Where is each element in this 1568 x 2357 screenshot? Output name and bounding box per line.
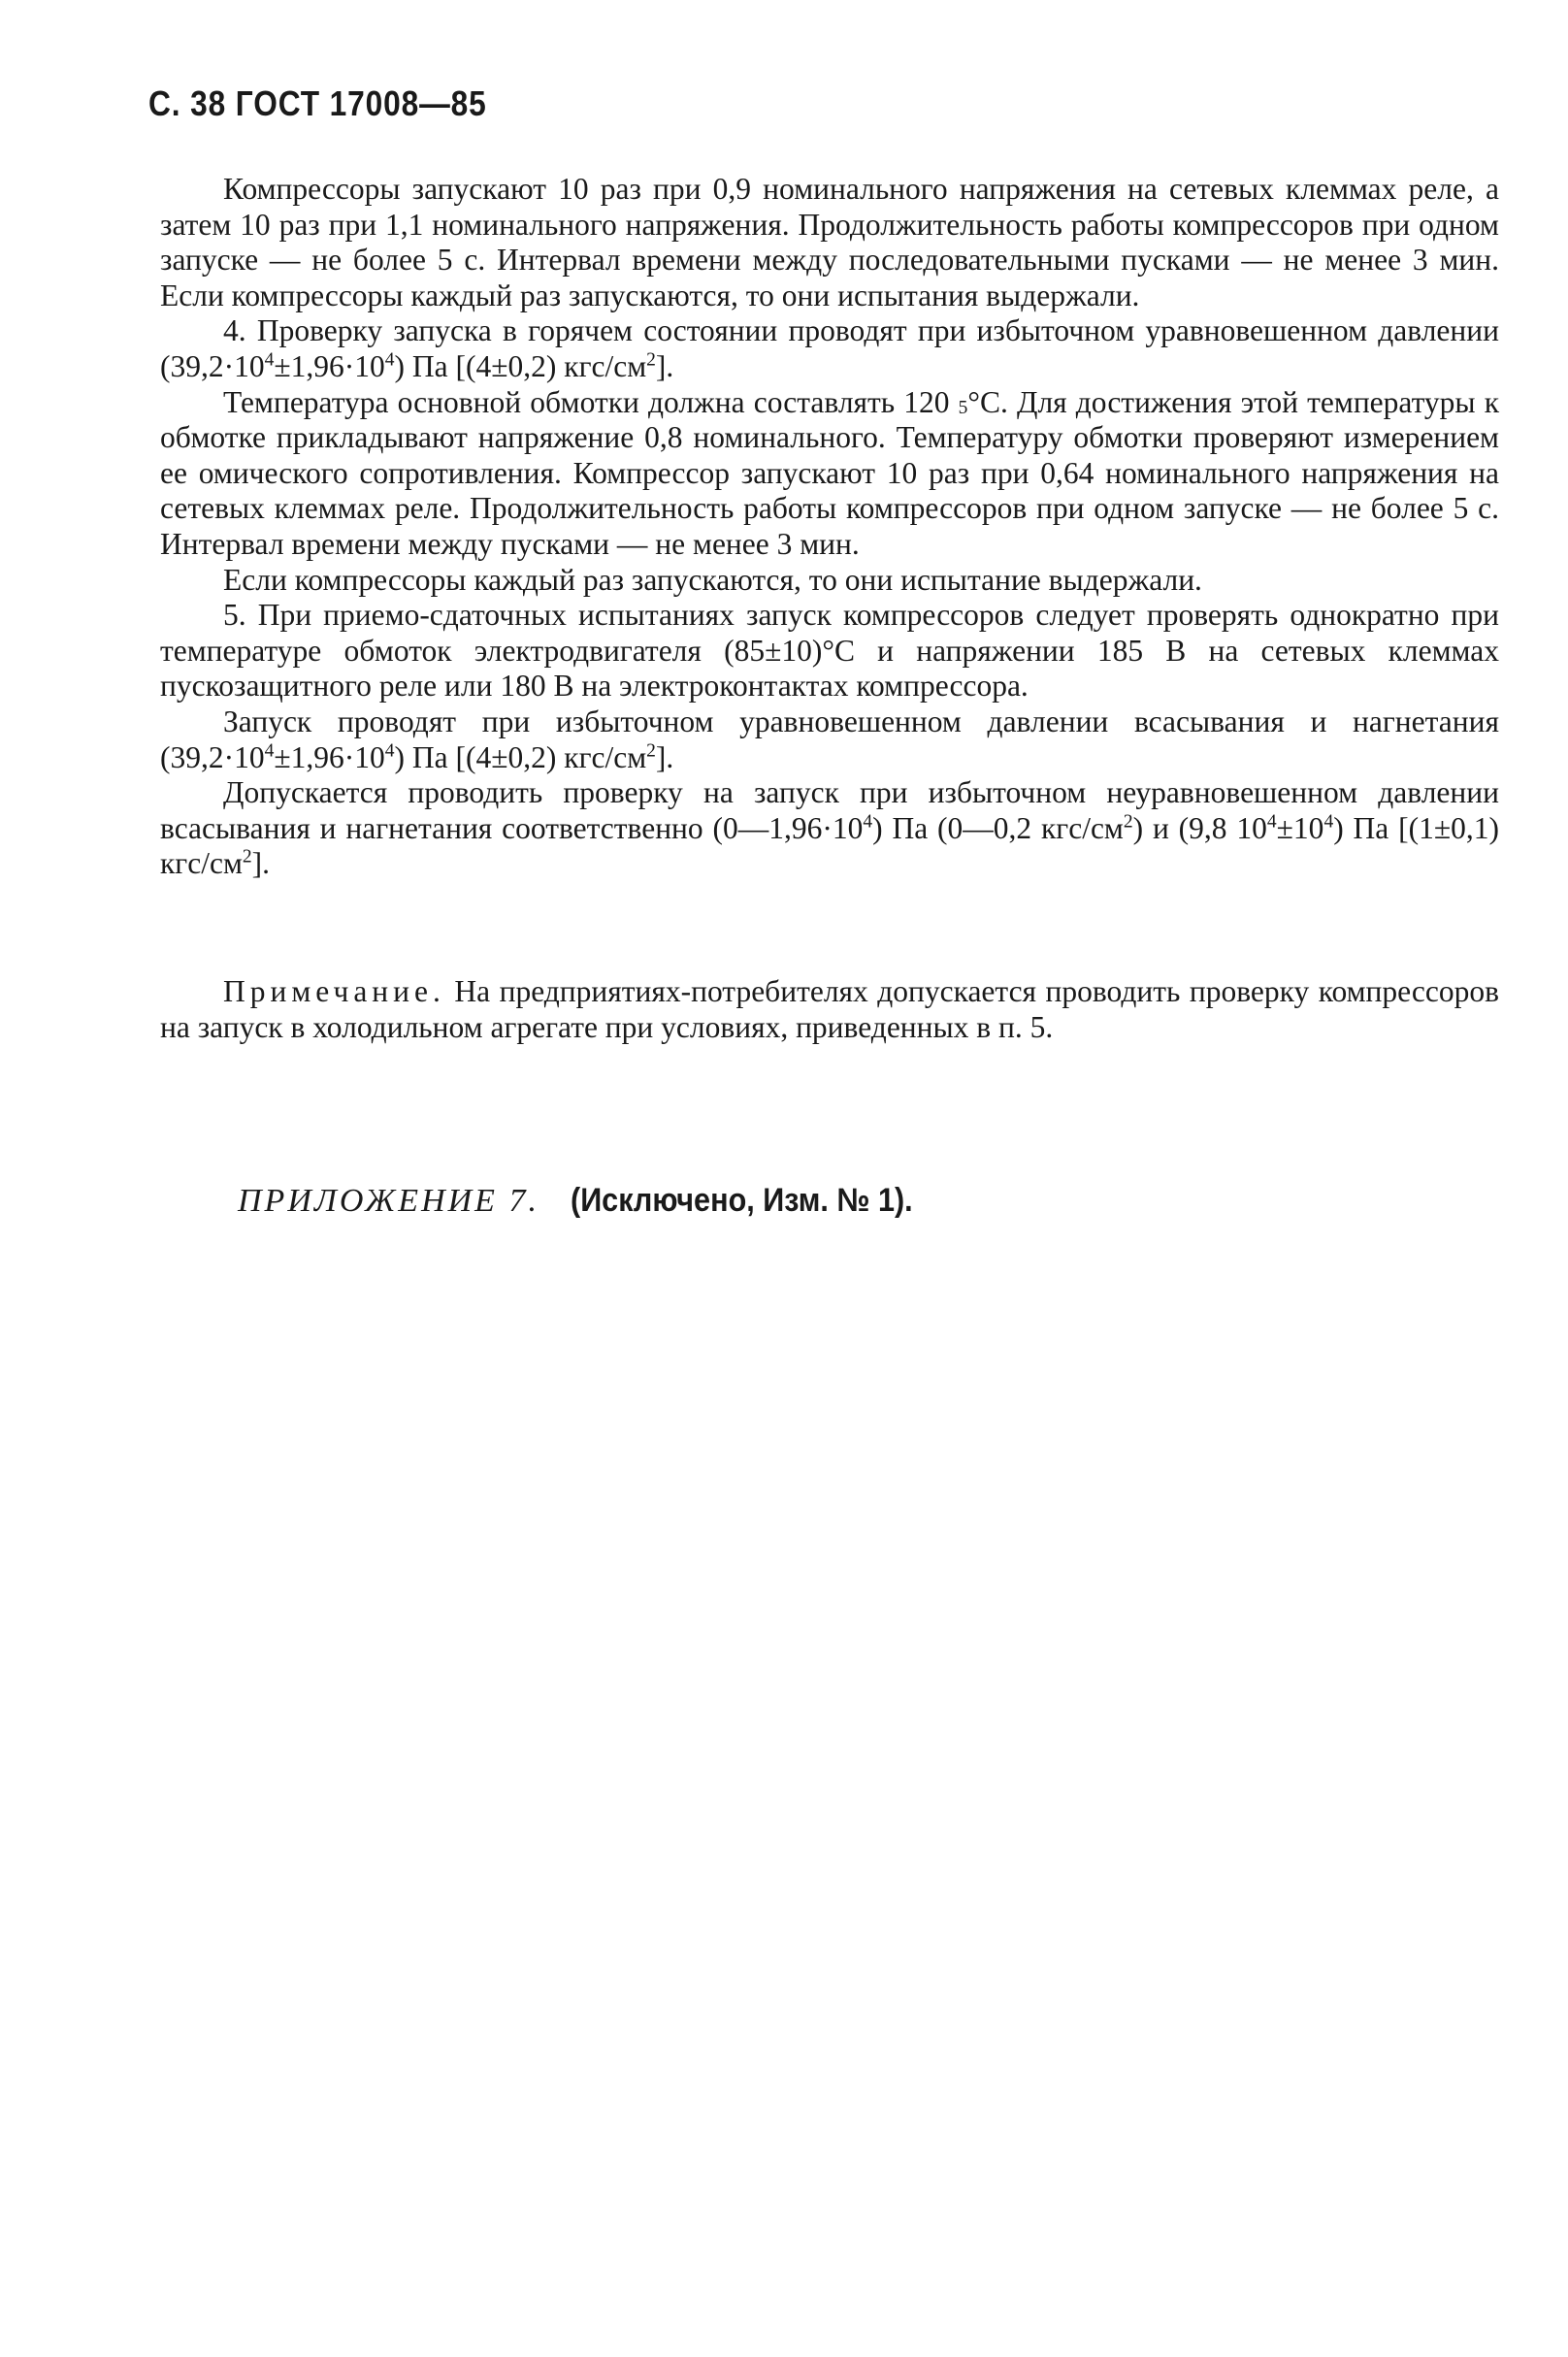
text-run: °С. Для достижения этой температуры к обмотке прикладывают напряжение 0,8 номинального. Температуру обмотки проверяют измерением ее омического сопротивления. Компрессор запускают 10 раз при 0,64 номинального напряжения на сетевых клеммах реле. Продолжительность работы компрессоров при одном запуске — не более 5 с. Интервал времени между пусками — не менее 3 мин. — [160, 384, 1499, 561]
text-run: Допускается проводить проверку на запуск при избыточном неуравновешенном давлении всасывания и нагнетания соответственно (0—1,96·10 — [160, 775, 1499, 845]
text-run: ]. — [655, 348, 674, 383]
text-run: 4. Проверку запуска в горячем состоянии проводят при избыточном уравновешенном давлении (39,2·10 — [160, 313, 1499, 383]
superscript: 2 — [646, 349, 656, 371]
text-run: ) Па (0—0,2 кгс/см — [872, 810, 1124, 845]
superscript: 2 — [646, 739, 656, 761]
paragraph-test-result: Если компрессоры каждый раз запускаются, то они испытание выдержали. — [223, 562, 1202, 597]
superscript: 4 — [264, 739, 275, 761]
note-text: На предприятиях-потребителях допускается проводить проверку компрессоров на запуск в холодильном агрегате при условиях, приведенных в п. 5. — [160, 974, 1500, 1044]
paragraph-hot-start-check — [160, 313, 1499, 384]
appendix-heading — [238, 1182, 951, 1220]
text-run: Запуск проводят при избыточном уравновешенном давлении всасывания и нагнетания (39,2·10 — [160, 704, 1499, 774]
text-run: ) и (9,8 10 — [1132, 810, 1267, 845]
paragraph-balanced-pressure — [160, 704, 1499, 775]
paragraph-winding-temperature — [160, 385, 1499, 563]
text-run: ]. — [655, 739, 674, 774]
superscript: 4 — [863, 810, 873, 832]
running-head: С. 38 ГОСТ 17008—85 — [148, 83, 487, 123]
paragraph-startup-test: Компрессоры запускают 10 раз при 0,9 номинального напряжения на сетевых клеммах реле, а затем 10 раз при 1,1 номинального напряжения. Продолжительность работы компрессоров при одном запуске — не более 5 с. Интервал времени между последовательными пусками — не менее 3 мин. Если компрессоры каждый раз запускаются, то они испытания выдержали. — [160, 172, 1499, 312]
paragraph-acceptance-tests: 5. При приемо-сдаточных испытаниях запуск компрессоров следует проверять однократно при температуре обмоток электродвигателя (85±10)°С и напряжении 185 В на сетевых клеммах пускозащитного реле или 180 В на электроконтактах компрессора. — [160, 598, 1499, 704]
superscript: 4 — [264, 349, 275, 371]
superscript: 4 — [1266, 810, 1277, 832]
text-run: ]. — [251, 846, 271, 881]
text-run: ) Па [(4±0,2) кгс/см — [394, 739, 647, 774]
paragraph-unbalanced-pressure — [160, 775, 1499, 882]
text-run: ) Па [(1±0,1) кгс/см — [160, 810, 1499, 881]
appendix-status: (Исключено, Изм. № 1). — [570, 1182, 913, 1219]
note-label: Примечание. — [223, 974, 445, 1008]
superscript: 4 — [384, 349, 395, 371]
superscript: 2 — [1123, 810, 1133, 832]
subscript: 5 — [958, 397, 968, 418]
body-text — [160, 172, 1499, 882]
text-run: ±10 — [1276, 810, 1324, 845]
text-run: Температура основной обмотки должна составлять 120 — [223, 384, 959, 419]
text-run: ±1,96·10 — [274, 348, 385, 383]
text-run: ) Па [(4±0,2) кгс/см — [394, 348, 647, 383]
note — [160, 974, 1499, 1045]
superscript: 4 — [1323, 810, 1334, 832]
appendix-title: ПРИЛОЖЕНИЕ 7. — [238, 1183, 539, 1219]
text-run: ±1,96·10 — [274, 739, 385, 774]
superscript: 2 — [242, 846, 252, 868]
superscript: 4 — [384, 739, 395, 761]
